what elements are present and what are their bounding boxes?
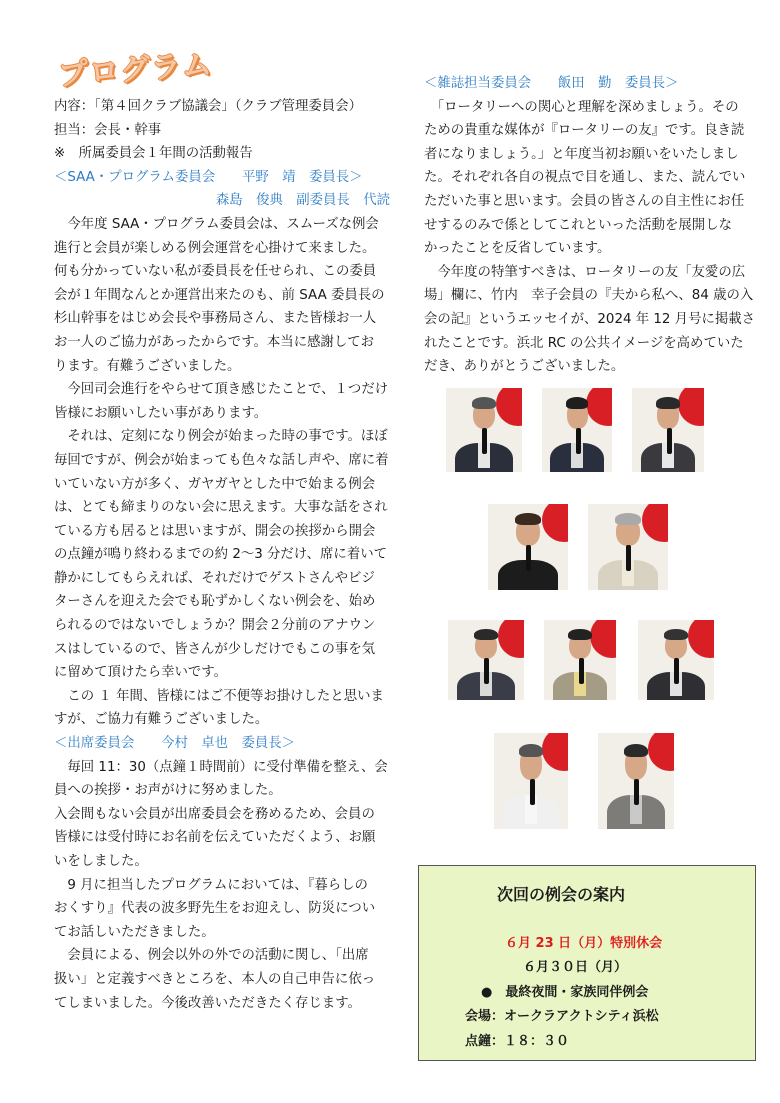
body-line: ている方も居るとは思いますが、開会の挨拶から開会 [54,523,376,539]
body-line: た。それぞれ各自の視点で目を通し、また、読んでい [424,170,746,186]
notice-event: ● 最終夜間・家族同伴例会 [481,985,649,1000]
body-line: 入会間もない会員が出席委員会を務めるため、会員の [54,806,375,822]
body-line: 扱い」と定義すべきところを、本人の自己申告に依っ [54,971,376,987]
body-line: この １ 年間、皆様にはご不便等お掛けしたと思いま [54,688,384,704]
body-line: てお話しいただきました。 [54,924,215,940]
body-line: ただいた事と思います。会員の皆さんの自主性にお任 [424,193,745,209]
magazine-committee-body [424,96,756,379]
speaker-photo-10 [598,733,674,829]
speaker-photo-1 [446,388,522,472]
body-line: 場」欄に、竹内 幸子会員の『夫から私へ、84 歳の入 [424,288,754,304]
body-line: てしまいました。今後改善いただきたく存じます。 [54,995,361,1011]
body-line: れたことです。浜北 RC の公共イメージを高めていた [424,335,744,351]
speaker-photo-7 [544,620,616,700]
meta-line: ※ 所属委員会１年間の活動報告 [54,146,253,162]
meta-line: 担当：会長・幹事 [54,122,162,138]
saa-committee-reader: 森島 俊典 副委員長 代読 [215,193,390,209]
body-line: 静かにしてもらえれば、それだけでゲストさんやビジ [54,570,375,586]
body-line: かったことを反省しています。 [424,241,611,257]
saa-committee-body [54,213,390,732]
body-line: いをしました。 [54,854,148,869]
speaker-photo-5 [588,504,668,590]
speaker-photo-8 [638,620,714,700]
body-line: スはしているので、皆さんが少しだけでもこの事を気 [54,641,376,657]
body-line: 今年度の特筆すべきは、ロータリーの友「友愛の広 [424,264,746,280]
body-line: せするのみで係としてこれといった活動を展開しな [424,217,732,233]
right-column [424,72,756,379]
body-line: ターさんを迎えた会でも恥ずかしくない例会を、始め [54,594,376,610]
body-line: 毎回 11：30（点鐘１時間前）に受付準備を整え、会 [54,759,388,775]
magazine-committee-title: ＜雑誌担当委員会 飯田 勤 委員長＞ [424,76,679,91]
speaker-photo-6 [448,620,524,700]
speaker-photo-9 [494,733,568,829]
body-line: 者になりましょう。」と年度当初お願いをいたしまし [424,146,739,162]
notice-holiday: ６月 23 日（月）特別休会 [505,936,663,951]
next-meeting-notice [418,865,756,1061]
notice-date: ６月３０日（月） [523,960,628,975]
attendance-committee-title: ＜出席委員会 今村 卓也 委員長＞ [54,736,296,752]
speaker-photo-3 [632,388,704,472]
body-line: 杉山幹事をはじめ会長や事務局さん、また皆様お一人 [54,311,377,327]
program-heading: プログラム [57,47,214,93]
notice-title: 次回の例会の案内 [497,885,626,904]
body-line: お一人のご協力があったからです。本当に感謝してお [54,334,375,350]
body-line: ための貴重な媒体が『ロータリーの友』です。良き読 [424,123,745,139]
left-column [54,95,390,1015]
body-line: 員への挨拶・お声がけに努めました。 [54,783,282,799]
body-line: 会の記』というエッセイが、2024 年 12 月号に掲載さ [424,311,756,327]
speaker-photo-2 [542,388,612,472]
body-line: すが、ご協力有難うございました。 [54,712,269,728]
body-line: 会が１年間なんとか運営出来たのも、前 SAA 委員長の [54,287,385,303]
body-line: 今年度 SAA・プログラム委員会は、スムーズな例会 [54,216,379,232]
body-line: 進行と会員が楽しめる例会運営を心掛けて来ました。 [54,240,376,256]
body-line: られるのではないでしょうか？開会２分前のアナウン [54,618,376,634]
body-line: 今回司会進行をやらせて頂き感じたことで、１つだけ [54,382,389,398]
body-line: それは、定刻になり例会が始まった時の事です。ほぼ [54,429,388,445]
saa-committee-title: ＜SAA・プログラム委員会 平野 靖 委員長＞ [54,169,363,185]
body-line: ります。有難うございました。 [54,358,241,374]
speaker-photo-4 [488,504,568,590]
body-line: の点鐘が鳴り終わるまでの約 2～3 分だけ、席に着いて [54,547,387,563]
meta-line: 内容：｢第４回クラブ協議会｣（クラブ管理委員会） [54,99,362,114]
body-line: だき、ありがとうございました。 [424,359,625,375]
notice-venue: 会場：オークラアクトシティ浜松 [465,1009,659,1024]
body-line: いていない方が多く、ガヤガヤとした中で始まる例会 [54,476,376,492]
body-line: 皆様には受付時にお名前を伝えていただくよう、お願 [54,830,376,846]
body-line: 9 月に担当したプログラムにおいては、『暮らしの [54,877,368,893]
body-line: おくすり』代表の波多野先生をお迎えし、防災につい [54,901,376,917]
notice-bell-time: 点鐘：１８：３０ [465,1034,570,1049]
body-line: に留めて頂けたら幸いです。 [54,665,228,681]
body-line: 「ロータリーへの関心と理解を深めましょう。その [424,99,739,115]
body-line: は、とても締まりのない会に思えます。大事な話をされ [54,500,388,516]
body-line: 皆様にお願いしたい事があります。 [54,405,268,421]
speaker-photo-grid [424,388,756,848]
body-line: 毎回ですが、例会が始まっても色々な話し声や、席に着 [54,452,389,468]
body-line: 会員による、例会以外の外での活動に関し、「出席 [54,948,369,964]
body-line: 何も分かっていない私が委員長を任せられ、この委員 [54,264,377,280]
attendance-committee-body [54,756,390,1016]
